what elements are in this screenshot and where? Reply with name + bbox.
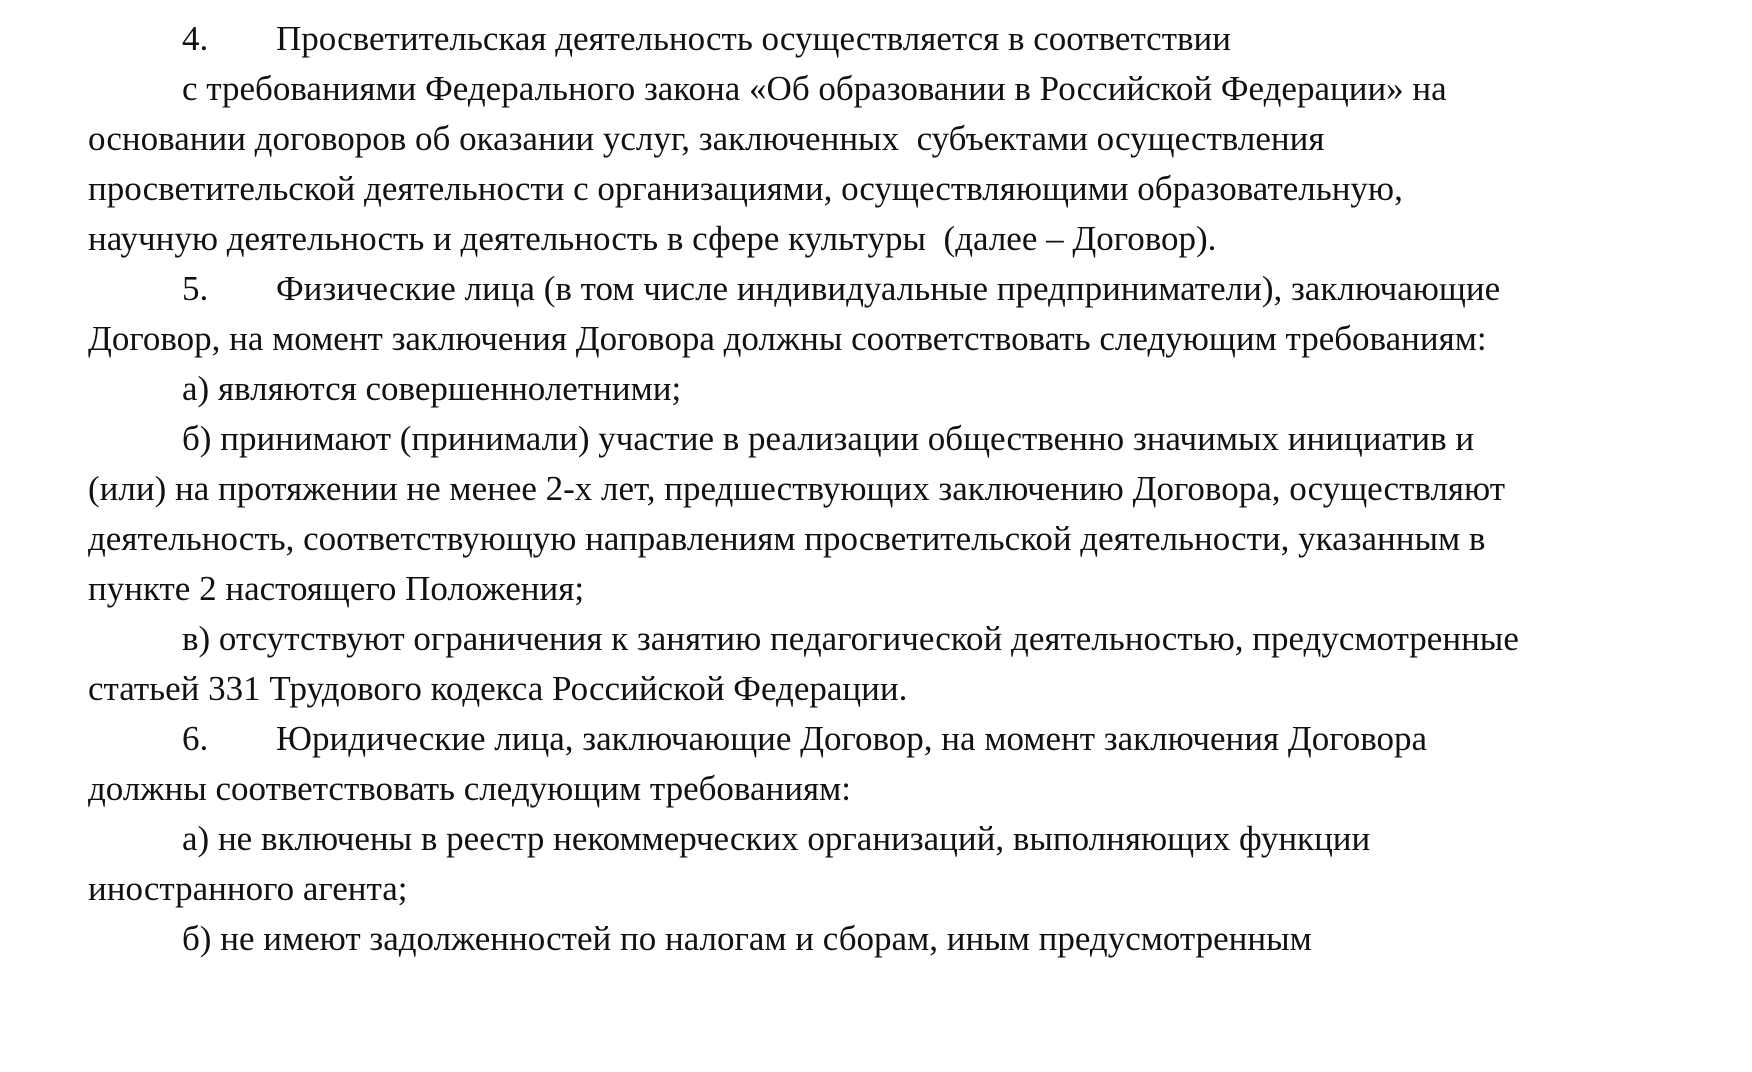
paragraph-6-number: 6.	[182, 719, 209, 758]
paragraph-5-item-b-line: (или) на протяжении не менее 2-х лет, предшествующих заключению Договора, осуществляют	[88, 469, 1505, 508]
paragraph-4-number: 4.	[182, 19, 209, 58]
paragraph-5-number: 5.	[182, 269, 209, 308]
paragraph-5-item-v: в) отсутствуют ограничения к занятию педагогической деятельностью, предусмотренные	[182, 619, 1519, 658]
paragraph-4-line: научную деятельность и деятельность в сфере культуры (далее – Договор).	[88, 219, 1217, 258]
paragraph-5-item-b-line: деятельность, соответствующую направлениям просветительской деятельности, указанным в	[88, 519, 1486, 558]
paragraph-6-item-a: а) не включены в реестр некоммерческих организаций, выполняющих функции	[182, 819, 1371, 858]
paragraph-4-line: основании договоров об оказании услуг, заключенных субъектами осуществления	[88, 119, 1325, 158]
paragraph-5-line: Договор, на момент заключения Договора должны соответствовать следующим требованиям:	[88, 319, 1487, 358]
paragraph-5-item-b: б) принимают (принимали) участие в реализации общественно значимых инициатив и	[182, 419, 1475, 458]
paragraph-6-line: Юридические лица, заключающие Договор, на момент заключения Договора	[276, 719, 1428, 758]
paragraph-6-item-a-line: иностранного агента;	[88, 869, 408, 908]
paragraph-5-line: Физические лица (в том числе индивидуальные предприниматели), заключающие	[276, 269, 1501, 308]
paragraph-5-item-b-line: пункте 2 настоящего Положения;	[88, 569, 585, 608]
paragraph-6-line: должны соответствовать следующим требованиям:	[88, 769, 851, 808]
paragraph-5-item-a: а) являются совершеннолетними;	[182, 369, 682, 408]
paragraph-4-line: с требованиями Федерального закона «Об образовании в Российской Федерации» на	[182, 69, 1447, 108]
paragraph-4-line: просветительской деятельности с организациями, осуществляющими образовательную,	[88, 169, 1403, 208]
paragraph-4-line: Просветительская деятельность осуществляется в соответствии	[276, 19, 1231, 58]
paragraph-6-item-b: б) не имеют задолженностей по налогам и сборам, иным предусмотренным	[182, 919, 1312, 958]
paragraph-5-item-v-line: статьей 331 Трудового кодекса Российской Федерации.	[88, 669, 908, 708]
